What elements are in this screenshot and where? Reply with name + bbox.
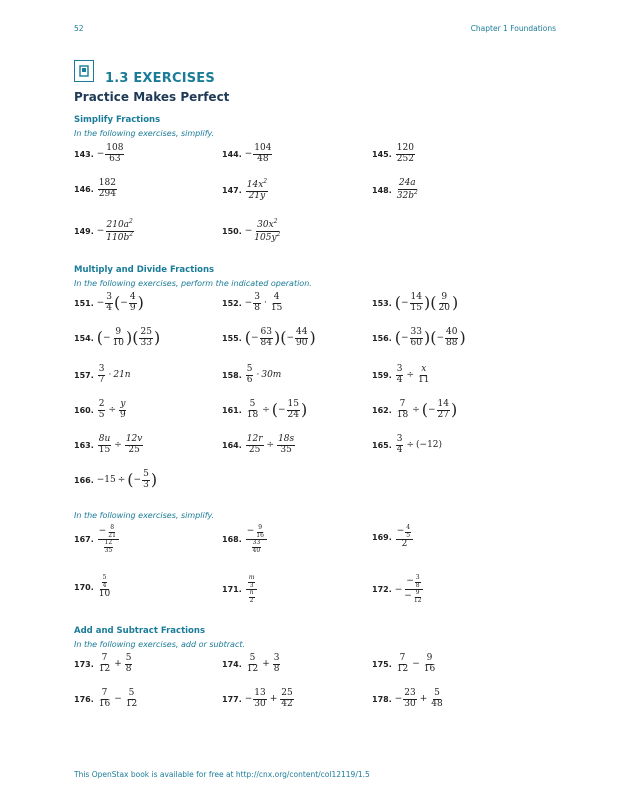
exercise-148: 148. $\frac{24a}{32b^2}$ bbox=[372, 178, 418, 201]
exercise-section-icon bbox=[74, 60, 94, 82]
exercise-154: 154. ( − $\frac{9}{10}$ )( $\frac{25}{33}$ ) bbox=[74, 327, 161, 348]
exercise-167: 167. − $\frac{8}{21}$ $\frac{12}{35}$ bbox=[74, 525, 120, 554]
exercise-150: 150. − $\frac{30x^2}{105y^2}$ bbox=[222, 218, 281, 243]
exercise-144: 144. − $\frac{104}{48}$ bbox=[222, 143, 272, 164]
exercise-170: 170. $\frac{\frac{5}{4}}{10}$ bbox=[74, 574, 111, 600]
exercise-174: 174. $\frac{5}{12}$ + $\frac{3}{8}$ bbox=[222, 653, 280, 674]
exercise-173: 173. $\frac{7}{12}$ + $\frac{5}{8}$ bbox=[74, 653, 132, 674]
exercise-156: 156. ( − $\frac{33}{60}$ )( − $\frac{40}{88}$ ) bbox=[372, 327, 466, 348]
exercise-166: 166. −15 ÷ ( − $\frac{5}{3}$ ) bbox=[74, 469, 158, 490]
exercise-177: 177. − $\frac{13}{30}$ + $\frac{25}{42}$ bbox=[222, 688, 293, 709]
exercise-168: 168. − $\frac{9}{16}$ $\frac{33}{40}$ bbox=[222, 525, 268, 554]
exercise-161: 161. $\frac{5}{18}$ ÷ ( − $\frac{15}{24}$ ) bbox=[222, 399, 308, 420]
exercise-146: 146. $\frac{182}{294}$ bbox=[74, 178, 116, 199]
heading-muldiv: Multiply and Divide Fractions bbox=[74, 265, 215, 275]
instruction-muldiv: In the following exercises, perform the indicated operation. bbox=[74, 279, 312, 288]
exercise-159: 159. $\frac{3}{4}$ ÷ $\frac{x}{11}$ bbox=[372, 364, 430, 385]
exercise-176: 176. $\frac{7}{16}$ − $\frac{5}{12}$ bbox=[74, 688, 138, 709]
instruction-simplify-2: In the following exercises, simplify. bbox=[74, 511, 215, 520]
exercise-175: 175. $\frac{7}{12}$ − $\frac{9}{16}$ bbox=[372, 653, 436, 674]
section-subtitle: Practice Makes Perfect bbox=[74, 90, 230, 104]
heading-simplify: Simplify Fractions bbox=[74, 115, 161, 125]
footer-note: This OpenStax book is available for free at http://cnx.org/content/col12119/1.5 bbox=[74, 770, 370, 779]
exercise-158: 158. $\frac{5}{6}$ · 30m bbox=[222, 364, 282, 385]
exercise-157: 157. $\frac{3}{7}$ · 21n bbox=[74, 364, 131, 385]
instruction-addsub: In the following exercises, add or subtract. bbox=[74, 640, 246, 649]
exercise-171: 171. $\frac{\frac{m}{3}}{\frac{n}{2}}$ bbox=[222, 575, 258, 604]
exercise-163: 163. $\frac{8u}{15}$ ÷ $\frac{12v}{25}$ bbox=[74, 434, 143, 455]
exercise-151: 151. − $\frac{3}{4}$ ( − $\frac{4}{9}$ ) bbox=[74, 292, 144, 313]
exercise-165: 165. $\frac{3}{4}$ ÷ (−12) bbox=[372, 434, 443, 455]
exercise-149: 149. − $\frac{210a^2}{110b^2}$ bbox=[74, 218, 134, 243]
section-title: 1.3 EXERCISES bbox=[105, 71, 215, 86]
exercise-169: 169. − $\frac{4}{5}$ 2 bbox=[372, 525, 414, 550]
exercise-143: 143. − $\frac{108}{63}$ bbox=[74, 143, 124, 164]
page-number: 52 bbox=[74, 24, 84, 33]
exercise-152: 152. − $\frac{3}{8}$ · $\frac{4}{15}$ bbox=[222, 292, 283, 313]
chapter-label: Chapter 1 Foundations bbox=[470, 24, 556, 33]
exercise-178: 178. − $\frac{23}{30}$ + $\frac{5}{48}$ bbox=[372, 688, 443, 709]
exercise-145: 145. $\frac{120}{252}$ bbox=[372, 143, 414, 164]
exercise-153: 153. ( − $\frac{14}{15}$ )( $\frac{9}{20}$ ) bbox=[372, 292, 459, 313]
exercise-164: 164. $\frac{12r}{25}$ ÷ $\frac{18s}{35}$ bbox=[222, 434, 295, 455]
heading-addsub: Add and Subtract Fractions bbox=[74, 626, 206, 636]
instruction-simplify: In the following exercises, simplify. bbox=[74, 129, 215, 138]
exercise-162: 162. $\frac{7}{18}$ ÷ ( − $\frac{14}{27}$ ) bbox=[372, 399, 458, 420]
exercise-172: 172. − − $\frac{3}{8}$ − $\frac{9}{12}$ bbox=[372, 574, 422, 604]
exercise-160: 160. $\frac{2}{5}$ ÷ $\frac{y}{9}$ bbox=[74, 399, 126, 420]
exercise-147: 147. $\frac{14x^2}{21y}$ bbox=[222, 178, 268, 201]
exercise-155: 155. ( − $\frac{63}{84}$ )( − $\frac{44}{90}$ ) bbox=[222, 327, 316, 348]
